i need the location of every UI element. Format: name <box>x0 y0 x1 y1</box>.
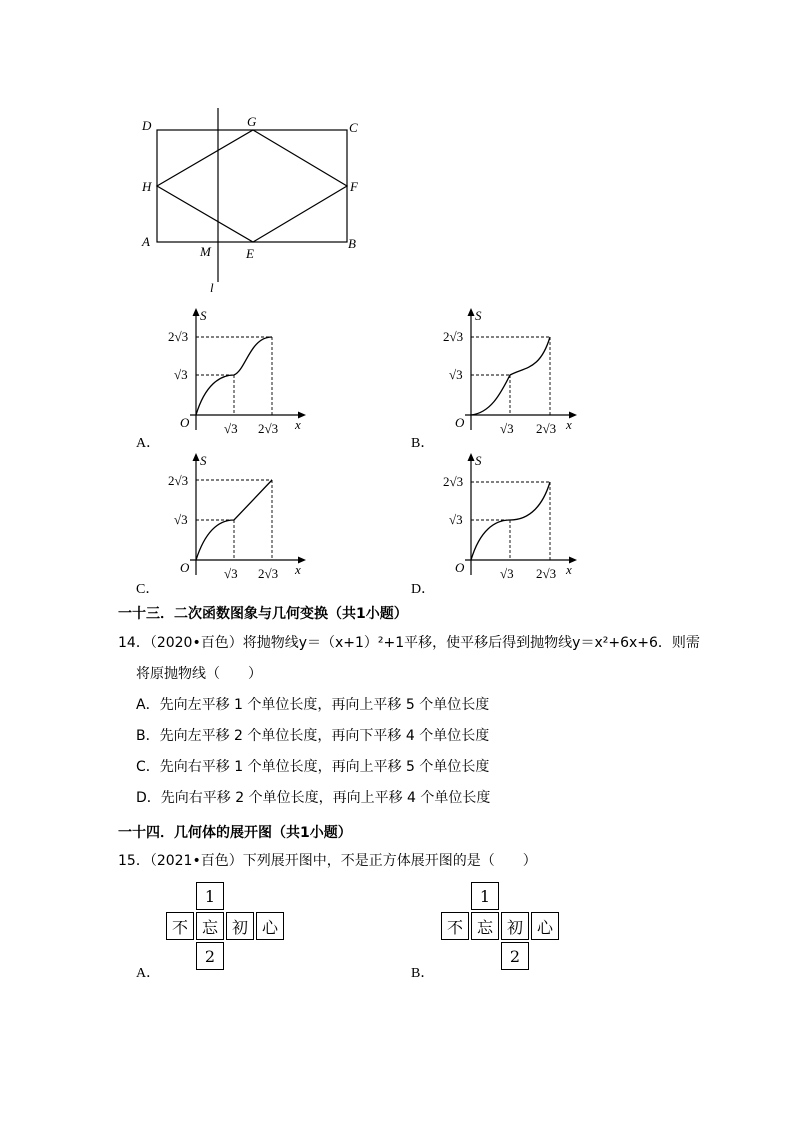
label-c: C <box>349 120 358 135</box>
graph-b <box>435 305 585 440</box>
tick-y-1: √3 <box>449 512 463 527</box>
axis-label-s: S <box>200 308 207 323</box>
option-a-label[interactable]: A． <box>136 436 161 451</box>
tick-y-2: 2√3 <box>443 329 464 344</box>
axis-label-x: x <box>566 562 572 577</box>
q15-option-a-label[interactable]: A． <box>136 966 161 981</box>
net-b-bottom: 2 <box>501 942 529 970</box>
graph-a <box>160 305 310 440</box>
q15-option-b-label[interactable]: B． <box>411 966 435 981</box>
tick-x-1: √3 <box>224 566 238 581</box>
q14-option-a[interactable]: A．先向左平移 1 个单位长度，再向上平移 5 个单位长度 <box>136 697 490 713</box>
label-f: F <box>350 179 358 194</box>
tick-x-2: 2√3 <box>536 566 557 581</box>
tick-y-1: √3 <box>174 367 188 382</box>
tick-y-1: √3 <box>174 512 188 527</box>
net-a-cell: 忘 <box>196 912 224 940</box>
q14-option-d[interactable]: D．先向右平移 2 个单位长度，再向上平移 4 个单位长度 <box>136 790 491 806</box>
origin-label: O <box>455 560 465 575</box>
axis-label-s: S <box>475 453 482 468</box>
graph-d <box>435 450 585 585</box>
net-a-bottom: 2 <box>196 942 224 970</box>
axis-label-s: S <box>475 308 482 323</box>
axis-label-x: x <box>566 417 572 432</box>
tick-y-1: √3 <box>449 367 463 382</box>
label-d: D <box>142 118 152 133</box>
label-l: l <box>210 280 214 295</box>
q14-option-c[interactable]: C．先向右平移 1 个单位长度，再向上平移 5 个单位长度 <box>136 759 490 775</box>
q14-option-b[interactable]: B．先向左平移 2 个单位长度，再向下平移 4 个单位长度 <box>136 728 490 744</box>
q15-stem: 15．（2021•百色）下列展开图中，不是正方体展开图的是（ ） <box>118 853 537 869</box>
axis-label-s: S <box>200 453 207 468</box>
tick-x-1: √3 <box>500 566 514 581</box>
label-m: M <box>200 244 211 259</box>
tick-x-2: 2√3 <box>258 566 279 581</box>
axis-label-x: x <box>295 417 301 432</box>
label-b: B <box>348 236 356 251</box>
origin-label: O <box>180 560 190 575</box>
tick-x-1: √3 <box>224 421 238 436</box>
graph-c <box>160 450 310 585</box>
net-a-top: 1 <box>196 882 224 910</box>
label-a: A <box>142 234 150 249</box>
tick-x-2: 2√3 <box>536 421 557 436</box>
option-b-label[interactable]: B． <box>411 436 435 451</box>
tick-y-2: 2√3 <box>168 329 189 344</box>
q14-stem-line2: 将原抛物线（ ） <box>136 666 262 682</box>
net-b-top: 1 <box>471 882 499 910</box>
tick-y-2: 2√3 <box>168 473 189 488</box>
option-d-label[interactable]: D． <box>411 582 436 597</box>
tick-y-2: 2√3 <box>443 474 464 489</box>
label-h: H <box>142 179 152 194</box>
origin-label: O <box>180 415 190 430</box>
label-g: G <box>247 114 257 129</box>
axis-label-x: x <box>295 562 301 577</box>
tick-x-2: 2√3 <box>258 421 279 436</box>
tick-x-1: √3 <box>500 421 514 436</box>
option-c-label[interactable]: C． <box>136 582 160 597</box>
net-b-cell: 初 <box>501 912 529 940</box>
net-b-cell: 忘 <box>471 912 499 940</box>
rectangle-figure <box>130 100 370 300</box>
origin-label: O <box>455 415 465 430</box>
section-13-title: 一十三．二次函数图象与几何变换（共1小题） <box>118 606 408 622</box>
net-a-cell: 不 <box>166 912 194 940</box>
net-a-cell: 心 <box>256 912 284 940</box>
label-e: E <box>246 246 254 261</box>
q14-stem-line1: 14．（2020•百色）将抛物线y＝（x+1）²+1平移，使平移后得到抛物线y＝x²+6x+6．则需 <box>118 635 700 651</box>
net-b-cell: 不 <box>441 912 469 940</box>
net-a-cell: 初 <box>226 912 254 940</box>
net-b-cell: 心 <box>531 912 559 940</box>
section-14-title: 一十四．几何体的展开图（共1小题） <box>118 825 352 841</box>
